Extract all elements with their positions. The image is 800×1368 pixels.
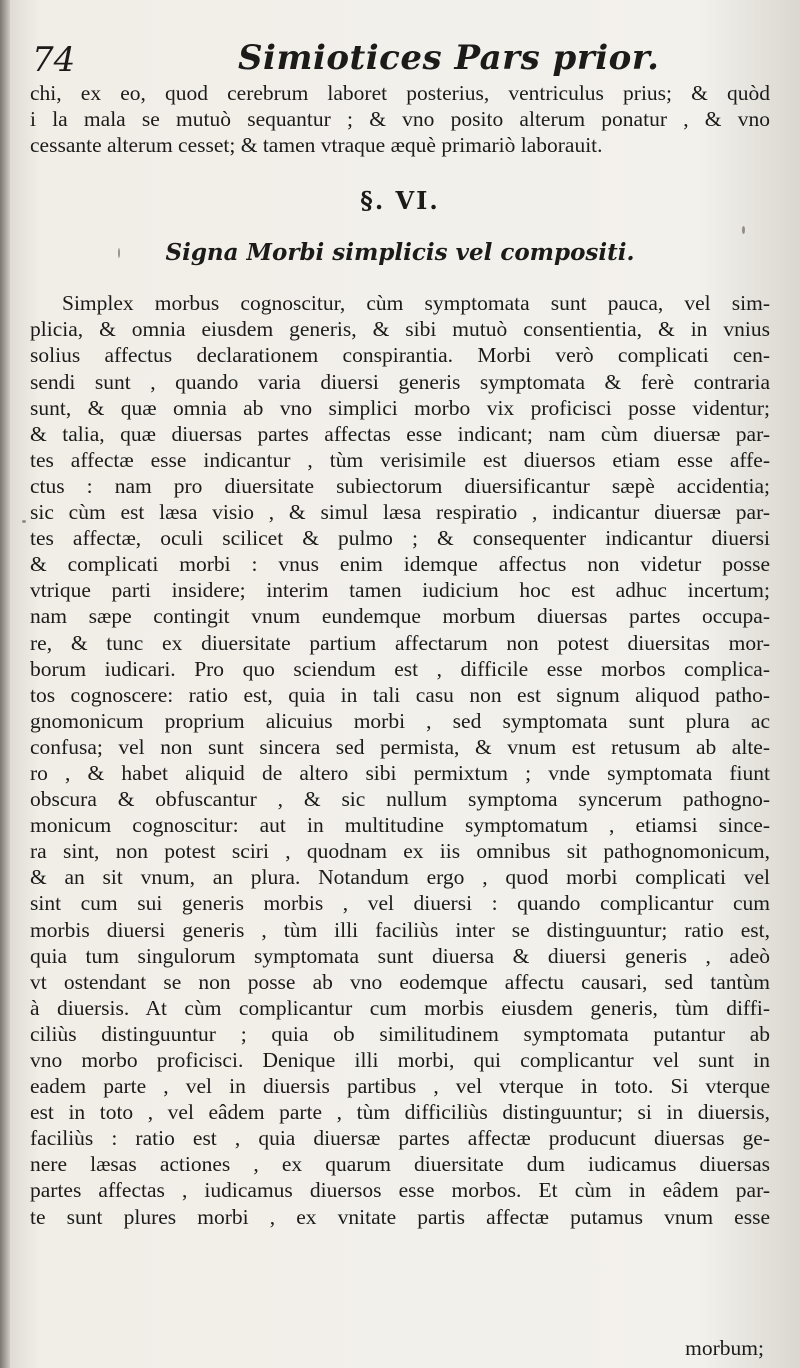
text-line: à diuersis. At cùm complicantur cum morbis eiusdem generis, tùm diffi-	[30, 995, 770, 1020]
text-line: partes affectas , iudicamus diuersos esse morbos. Et cùm in eâdem par-	[30, 1178, 770, 1203]
text-line: vt ostendant se non posse ab vno eodemque affectu causari, sed tantùm	[30, 969, 770, 994]
section-number: §. VI.	[360, 186, 440, 216]
text-line: solius affectus declarationem conspirantia. Morbi verò complicati cen-	[30, 343, 770, 368]
text-line: sunt, & quæ omnia ab vno simplici morbo vix proficisci posse videntur;	[30, 395, 770, 420]
text-line: confusa; vel non sunt sincera sed permista, & vnum est retusum ab alte-	[30, 734, 770, 759]
catchword: morbum;	[685, 1336, 764, 1360]
text-line: ciliùs distinguuntur ; quia ob similitudinem symptomata putantur ab	[30, 1021, 770, 1046]
text-line: ra sint, non potest sciri , quodnam ex iis omnibus sit pathognomonicum,	[30, 839, 770, 864]
text-line: borum iudicari. Pro quo sciendum est , difficile esse morbos complica-	[30, 656, 770, 681]
text-line: obscura & obfuscantur , & sic nullum symptoma syncerum pathogno-	[30, 787, 770, 812]
running-title: Simiotices Pars prior.	[238, 38, 660, 78]
text-line: monicum cognoscitur: aut in multitudine symptomatum , etiamsi since-	[30, 813, 770, 838]
text-line: Simplex morbus cognoscitur, cùm symptomata sunt pauca, vel sim-	[62, 291, 770, 316]
text-line: plicia, & omnia eiusdem generis, & sibi mutuò consentientia, & in vnius	[30, 317, 770, 342]
ink-speck	[118, 248, 120, 258]
section-title: Signa Morbi simplicis vel compositi.	[165, 239, 635, 267]
text-line: tos cognoscere: ratio est, quia in tali casu non est signum aliquod patho-	[30, 682, 770, 707]
text-line: tes affectæ esse indicantur , tùm verisimile est diuersos etiam esse affe-	[30, 447, 770, 472]
text-line: vno morbo proficisci. Denique illi morbi, qui complicantur vel sunt in	[30, 1048, 770, 1072]
text-line: nere læsas actiones , ex quarum diuersitate dum iudicamus diuersas	[30, 1152, 770, 1177]
text-line: re, & tunc ex diuersitate partium affectarum non potest diuersitas mor-	[30, 630, 770, 655]
text-line: eadem parte , vel in diuersis partibus , vel vterque in toto. Si vterque	[30, 1074, 770, 1099]
text-line: morbis diuersi generis , tùm illi faciliùs inter se distinguuntur; ratio est,	[30, 917, 770, 942]
text-line: te sunt plures morbi , ex vnitate partis affectæ putamus vnum esse	[30, 1204, 770, 1229]
page-body	[30, 80, 770, 1230]
text-line: gnomonicum proprium alicuius morbi , sed symptomata sunt plura ac	[30, 708, 770, 733]
text-line: i la mala se mutuò sequantur ; & vno posito alterum ponatur , & vno	[30, 107, 770, 132]
ink-speck	[742, 226, 745, 234]
text-line: sic cùm est læsa visio , & simul læsa respiratio , indicantur diuersæ par-	[30, 500, 770, 525]
text-line: vtrique parti insidere; interim tamen iudicium hoc est adhuc incertum;	[30, 578, 770, 603]
binding-gutter	[0, 0, 10, 1368]
page-number: 74	[32, 40, 76, 80]
text-line: chi, ex eo, quod cerebrum laboret posterius, ventriculus prius; & quòd	[30, 81, 770, 105]
text-line: ro , & habet aliquid de altero sibi permixtum ; vnde symptomata fiunt	[30, 760, 770, 785]
text-line: & complicati morbi : vnus enim idemque affectus non videtur posse	[30, 552, 770, 577]
page-header	[28, 28, 768, 78]
text-line: est in toto , vel eâdem parte , tùm difficiliùs distinguuntur; si in diuersis,	[30, 1100, 770, 1125]
text-line: nam sæpe contingit vnum eundemque morbum diuersas partes occupa-	[30, 604, 770, 629]
text-line: sint cum sui generis morbis , vel diuersi : quando complicantur cum	[30, 891, 770, 916]
text-line: faciliùs : ratio est , quia diuersæ partes affectæ producunt diuersas ge-	[30, 1126, 770, 1151]
text-line: tes affectæ, oculi scilicet & pulmo ; & consequenter indicantur diuersi	[30, 526, 770, 551]
text-line: & talia, quæ diuersas partes affectas esse indicant; nam cùm diuersæ par-	[30, 421, 770, 446]
paragraph	[30, 290, 770, 1229]
text-line: cessante alterum cesset; & tamen vtraque æquè primariò laborauit.	[30, 133, 603, 158]
text-line: & an sit vnum, an plura. Notandum ergo , quod morbi complicati vel	[30, 865, 770, 890]
text-line: ctus : nam pro diuersitate subiectorum diuersificantur sæpè accidentia;	[30, 473, 770, 498]
text-line: sendi sunt , quando varia diuersi generis symptomata & ferè contraria	[30, 369, 770, 394]
continued-text	[30, 80, 770, 158]
ink-speck	[22, 520, 26, 523]
text-line: quia tum singulorum symptomata sunt diuersa & diuersi generis , adeò	[30, 943, 770, 968]
